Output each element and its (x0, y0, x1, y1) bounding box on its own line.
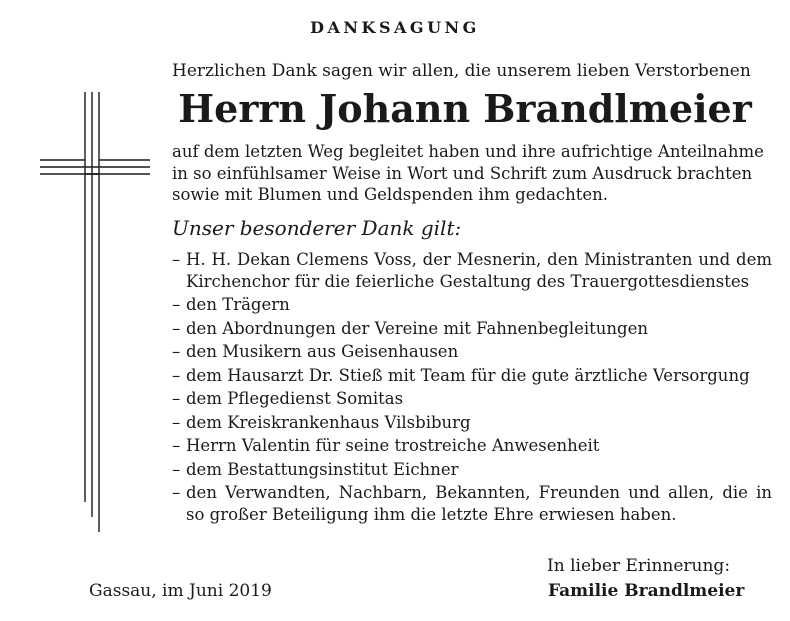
list-item (172, 412, 772, 434)
list-item (172, 482, 772, 525)
dash-mark: – (172, 250, 181, 269)
dash-mark: – (172, 295, 181, 314)
dash-mark: – (172, 483, 181, 502)
list-item (172, 294, 772, 316)
intro-text: Herzlichen Dank sagen wir allen, die unserem lieben Verstorbenen (172, 61, 751, 81)
dash-mark: – (172, 459, 181, 479)
body-text (172, 141, 764, 206)
body-line: auf dem letzten Weg begleitet haben und ihre aufrichtige Anteilnahme (172, 142, 764, 161)
list-item-text: den Verwandten, Nachbarn, Bekannten, Freunden und allen, die in so großer Beteiligung ihm die letzte Ehre erwiesen haben. (186, 483, 772, 524)
list-item-text: den Musikern aus Geisenhausen (186, 342, 459, 361)
deceased-name: Herrn Johann Brandlmeier (178, 86, 752, 131)
list-item-text: den Trägern (186, 295, 290, 314)
list-item-text: den Abordnungen der Vereine mit Fahnenbegleitungen (186, 318, 648, 338)
list-item-text: dem Bestattungsinstitut Eichner (186, 459, 459, 479)
list-item (172, 249, 772, 292)
body-line: sowie mit Blumen und Geldspenden ihm gedachten. (172, 185, 609, 204)
place-date: Gassau, im Juni 2019 (89, 581, 272, 601)
list-item-text: H. H. Dekan Clemens Voss, der Mesnerin, den Ministranten und dem Kirchenchor für die feierliche Gestaltung des Trauergottesdienstes (186, 250, 772, 291)
closing-text: In lieber Erinnerung: (547, 556, 731, 576)
body-line: in so einfühlsamer Weise in Wort und Schrift zum Ausdruck brachten (172, 163, 753, 183)
list-item (172, 459, 772, 481)
family-signature: Familie Brandlmeier (548, 581, 745, 601)
list-item (172, 365, 772, 387)
list-item-text: dem Pflegedienst Somitas (186, 389, 404, 408)
list-item-text: dem Hausarzt Dr. Stieß mit Team für die gute ärztliche Versorgung (186, 365, 750, 385)
dash-mark: – (172, 436, 181, 455)
list-item (172, 435, 772, 457)
list-item (172, 341, 772, 363)
list-item (172, 318, 772, 340)
dash-mark: – (172, 389, 181, 408)
list-item-text: dem Kreiskrankenhaus Vilsbiburg (186, 412, 471, 432)
list-item-text: Herrn Valentin für seine trostreiche Anwesenheit (186, 436, 600, 455)
notice-heading: DANKSAGUNG (310, 18, 480, 37)
dash-mark: – (172, 318, 181, 338)
cross-icon (40, 92, 150, 542)
dash-mark: – (172, 412, 181, 432)
thanks-list (172, 249, 772, 527)
dash-mark: – (172, 365, 181, 385)
list-item (172, 388, 772, 410)
thanks-subheading: Unser besonderer Dank gilt: (172, 216, 462, 240)
dash-mark: – (172, 342, 181, 361)
